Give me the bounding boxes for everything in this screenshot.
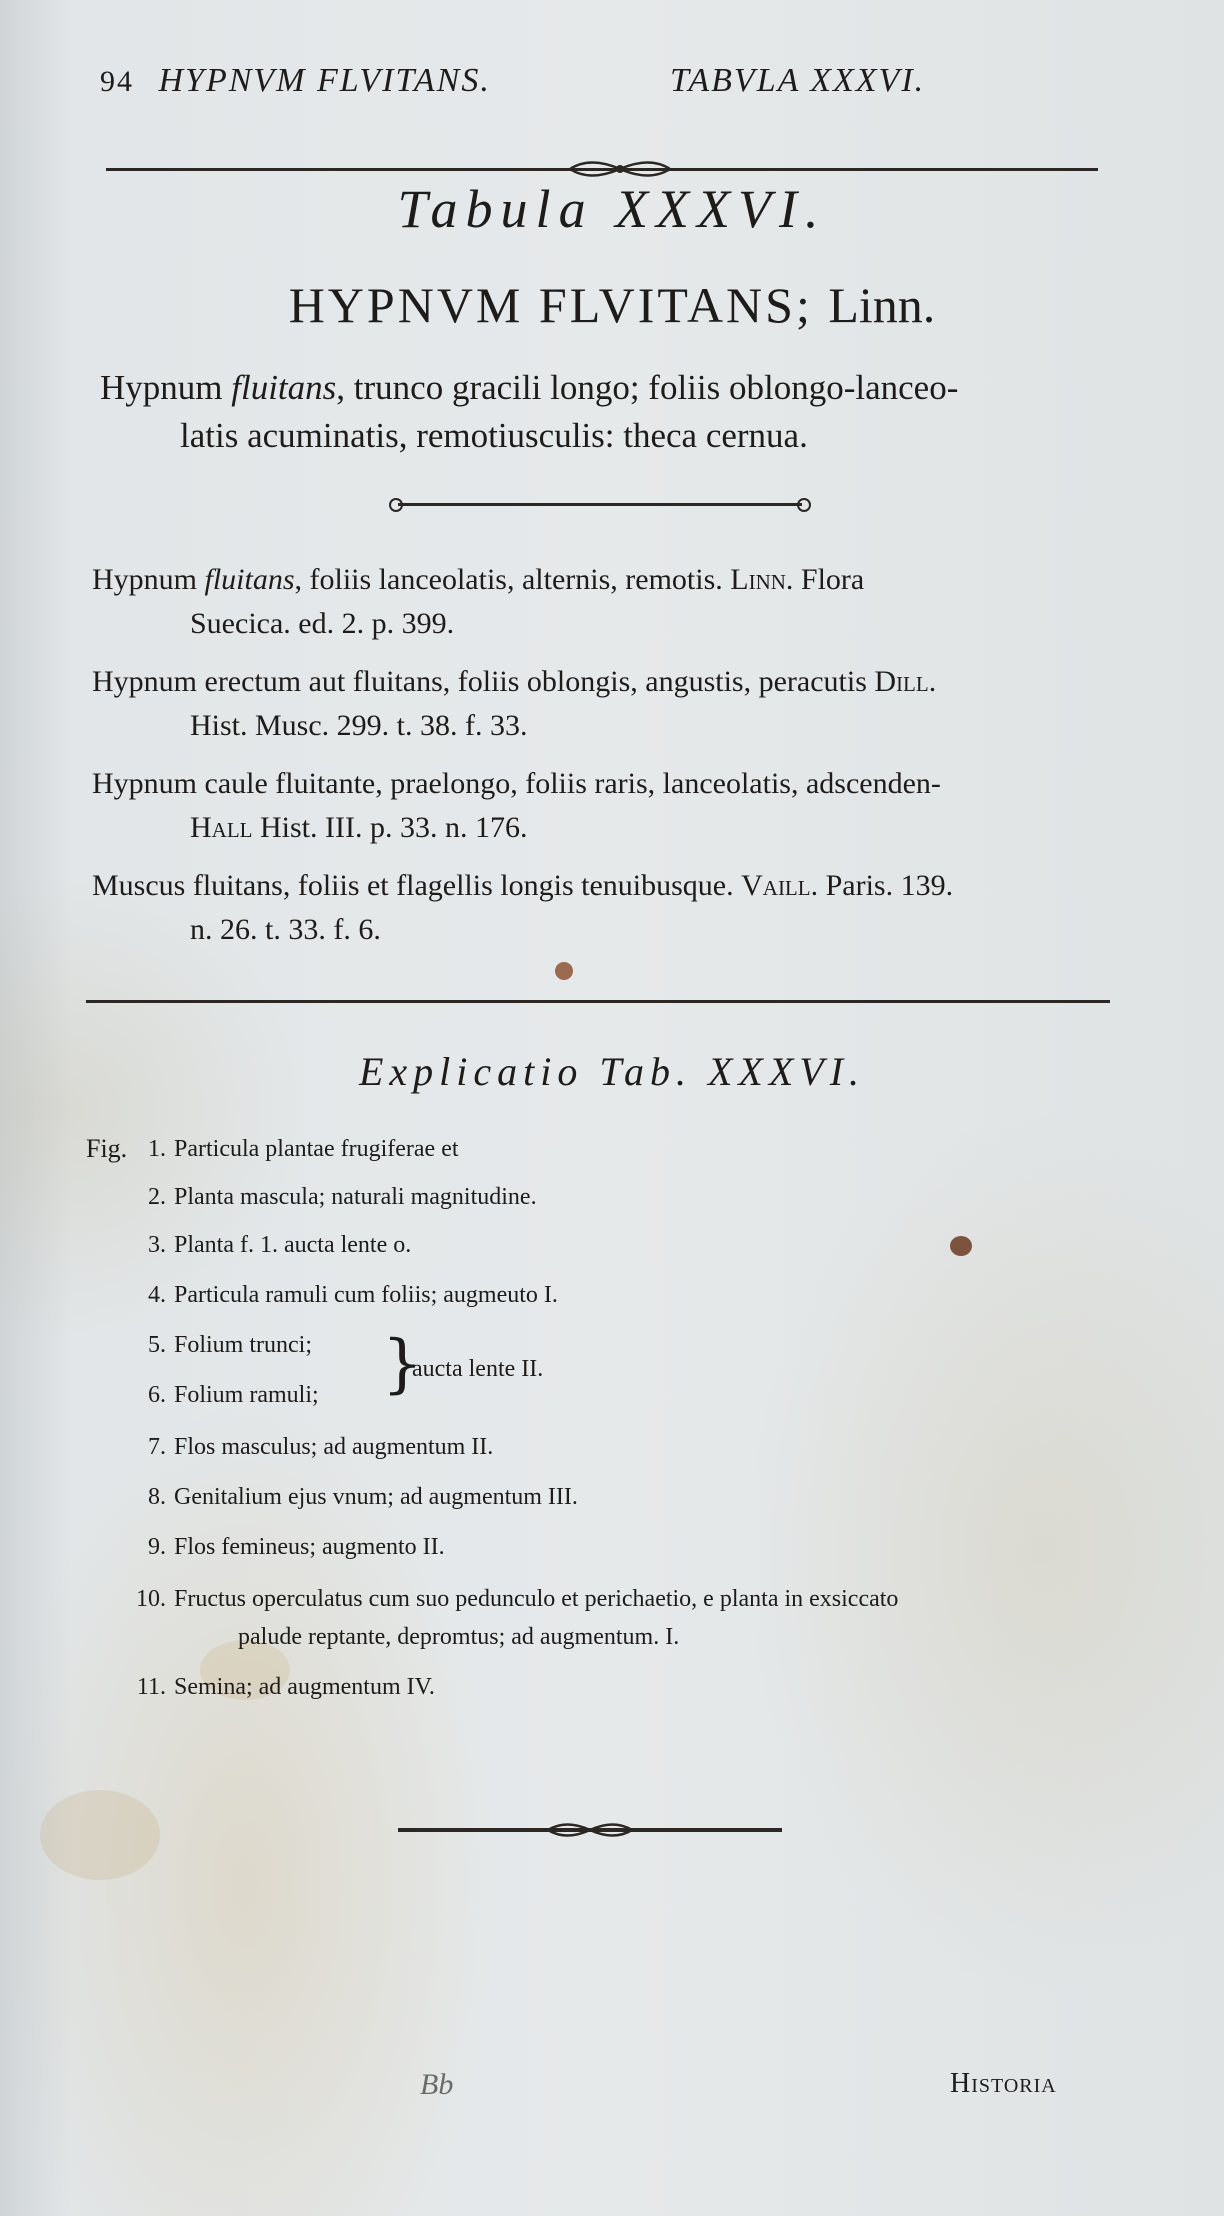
figure-number: 10. <box>136 1586 166 1612</box>
figure-caption: Particula plantae frugiferae et <box>174 1136 459 1162</box>
page-number: 94 <box>100 65 134 98</box>
brace-label: aucta lente II. <box>412 1356 544 1382</box>
figure-number: 3. <box>148 1232 166 1258</box>
figure-caption: Flos masculus; ad augmentum II. <box>174 1434 494 1460</box>
diagnosis-text: , trunco gracili longo; foliis oblongo-lanceo- <box>336 368 959 407</box>
synonym-text: Muscus fluitans, foliis et flagellis longis tenuibusque. <box>92 869 742 902</box>
figure-number: 1. <box>148 1136 166 1162</box>
section-ornament <box>386 494 814 516</box>
figure-number: 7. <box>148 1434 166 1460</box>
synonym-entry <box>92 558 1122 646</box>
figure-caption: Flos femineus; augmento II. <box>174 1534 445 1560</box>
synonym-reference: n. 26. t. 33. f. 6. <box>190 913 381 946</box>
synonym-author: Dill. <box>874 665 937 698</box>
synonym-epithet: fluitans <box>204 563 295 596</box>
figure-caption: Semina; ad augmentum IV. <box>174 1674 435 1700</box>
figure-number: 11. <box>136 1674 166 1700</box>
figure-caption: Planta f. 1. aucta lente o. <box>174 1232 412 1258</box>
figure-caption: Planta mascula; naturali magnitudine. <box>174 1184 537 1210</box>
synonym-entry <box>92 864 1122 952</box>
figure-number: 6. <box>148 1382 166 1408</box>
synonym-author: Linn. <box>730 563 794 596</box>
section-divider <box>86 1000 1110 1003</box>
running-plate: TABVLA XXXVI. <box>670 62 926 99</box>
synonym-text: , foliis lanceolatis, alternis, remotis. <box>294 563 731 596</box>
figure-caption: Particula ramuli cum foliis; augmeuto I. <box>174 1282 558 1308</box>
diagnosis <box>100 364 1110 460</box>
synonym-reference: Hist. Musc. 299. t. 38. f. 33. <box>190 709 528 742</box>
brace-symbol: } <box>382 1327 423 1401</box>
figure-caption: Fructus operculatus cum suo pedunculo et perichaetio, e planta in exsiccato <box>174 1586 899 1612</box>
synonym-author: Hall <box>190 811 253 844</box>
synonym-reference: Hist. III. p. 33. n. 176. <box>252 811 528 844</box>
figure-number: 5. <box>148 1332 166 1358</box>
figure-caption: Genitalium ejus vnum; ad augmentum III. <box>174 1484 578 1510</box>
synonym-text: Paris. 139. <box>818 869 954 902</box>
foxing-stain <box>555 962 573 980</box>
diagnosis-text: latis acuminatis, remotiusculis: theca cernua. <box>180 416 808 455</box>
diagnosis-text: Hypnum <box>100 368 232 407</box>
figure-caption: palude reptante, depromtus; ad augmentum. I. <box>238 1624 680 1650</box>
figure-caption: Folium trunci; <box>174 1332 312 1358</box>
plate-title: Tabula XXXVI. <box>397 179 827 239</box>
figure-number: 9. <box>148 1534 166 1560</box>
closing-ornament <box>540 1816 640 1844</box>
catchword: Historia <box>950 2068 1057 2099</box>
species-authority: Linn. <box>828 277 936 333</box>
diagnosis-epithet: fluitans <box>231 368 337 407</box>
species-name: HYPNVM FLVITANS; <box>288 277 813 333</box>
synonym-text: Hypnum erectum aut fluitans, foliis oblongis, angustis, peracutis <box>92 665 875 698</box>
signature-mark: Bb <box>420 2068 454 2101</box>
synonym-entry <box>92 660 1122 748</box>
synonym-text: Hypnum <box>92 563 205 596</box>
figure-caption: Folium ramuli; <box>174 1382 319 1408</box>
synonym-entry <box>92 762 1122 850</box>
figure-number: 2. <box>148 1184 166 1210</box>
fig-label: Fig. <box>86 1134 128 1163</box>
running-title: HYPNVM FLVITANS. <box>158 62 491 99</box>
running-head <box>100 62 1100 100</box>
synonym-author: Vaill. <box>741 869 819 902</box>
synonym-reference: Suecica. ed. 2. p. 399. <box>190 607 455 640</box>
foxing-stain <box>950 1236 972 1256</box>
figure-number: 8. <box>148 1484 166 1510</box>
synonym-text: Flora <box>793 563 865 596</box>
explicatio-heading: Explicatio Tab. XXXVI. <box>358 1049 866 1094</box>
species-heading <box>0 276 1224 334</box>
synonym-text: Hypnum caule fluitante, praelongo, foliis raris, lanceolatis, adscenden- <box>92 767 941 800</box>
figure-number: 4. <box>148 1282 166 1308</box>
foxing-stain <box>40 1790 160 1880</box>
